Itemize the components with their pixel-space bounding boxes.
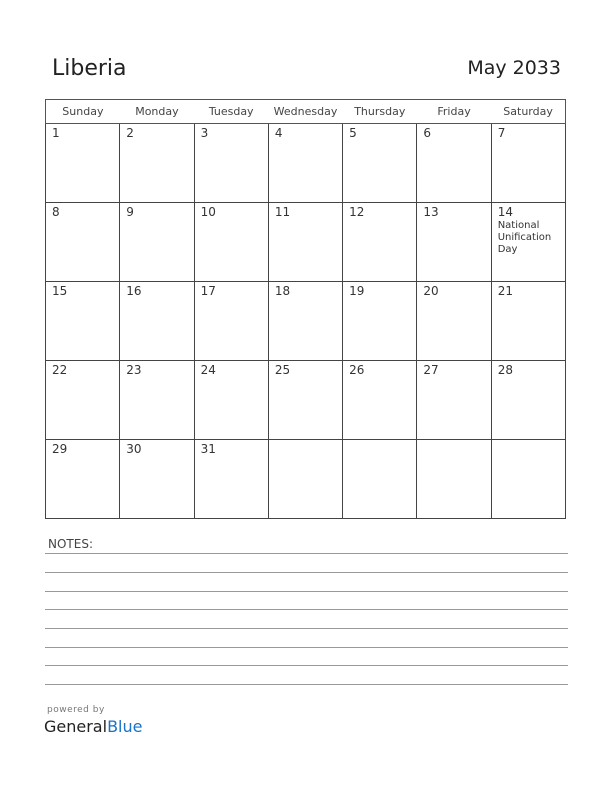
- day-cell: [268, 440, 342, 519]
- day-number: 5: [349, 126, 357, 140]
- day-cell: [46, 282, 120, 361]
- day-number: 28: [497, 363, 513, 377]
- weekday-tuesday: Tuesday: [194, 100, 268, 124]
- day-number: 19: [349, 284, 365, 298]
- notes-line: [45, 609, 568, 610]
- notes-line: [45, 591, 568, 592]
- weekday-thursday: Thursday: [343, 100, 417, 124]
- notes-line: [45, 553, 568, 554]
- day-number: 8: [52, 205, 60, 219]
- day-number: 21: [497, 284, 513, 298]
- weekday-header-row: [46, 100, 566, 124]
- day-cell: [194, 282, 268, 361]
- day-number: 4: [274, 126, 283, 140]
- day-cell: [417, 440, 491, 519]
- day-cell: [343, 203, 417, 282]
- day-number: 12: [349, 205, 365, 219]
- day-number: 11: [274, 205, 291, 219]
- day-cell: [491, 440, 565, 519]
- day-cell: [120, 282, 194, 361]
- calendar-grid: [45, 99, 566, 519]
- week-row: [46, 361, 566, 440]
- day-cell: [120, 203, 194, 282]
- holiday-label: National Unification Day: [497, 220, 552, 255]
- day-cell: [491, 203, 565, 282]
- day-number: 7: [497, 126, 506, 140]
- notes-line: [45, 647, 568, 648]
- day-cell: [417, 203, 491, 282]
- country-title: Liberia: [52, 56, 127, 81]
- day-number: 9: [126, 205, 134, 219]
- day-number: 25: [274, 363, 291, 377]
- month-year-title: May 2033: [467, 57, 561, 79]
- logo-blue: Blue: [107, 717, 143, 736]
- weekday-saturday: Saturday: [491, 100, 565, 124]
- weekday-friday: Friday: [417, 100, 491, 124]
- day-number: 17: [200, 284, 216, 298]
- week-row: [46, 440, 566, 519]
- weekday-wednesday: Wednesday: [268, 100, 342, 124]
- day-cell: [46, 361, 120, 440]
- day-number: 22: [52, 363, 68, 377]
- weekday-sunday: Sunday: [46, 100, 120, 124]
- generalblue-logo: [44, 717, 142, 736]
- day-cell: [120, 124, 194, 203]
- notes-line: [45, 665, 568, 666]
- day-number: 13: [423, 205, 439, 219]
- day-cell: [120, 440, 194, 519]
- day-cell: [46, 440, 120, 519]
- day-cell: [491, 124, 565, 203]
- day-number: 18: [274, 284, 291, 298]
- day-cell: [120, 361, 194, 440]
- day-cell: [417, 361, 491, 440]
- day-cell: [417, 124, 491, 203]
- notes-label: NOTES:: [48, 537, 93, 551]
- week-row: [46, 282, 566, 361]
- notes-line: [45, 684, 568, 685]
- day-cell: [194, 203, 268, 282]
- day-cell: [417, 282, 491, 361]
- day-cell: [343, 282, 417, 361]
- day-number: 2: [126, 126, 134, 140]
- day-number: 26: [349, 363, 365, 377]
- day-number: 3: [200, 126, 209, 140]
- week-row: [46, 124, 566, 203]
- notes-line: [45, 572, 568, 573]
- day-cell: [343, 440, 417, 519]
- notes-line: [45, 628, 568, 629]
- day-cell: [491, 361, 565, 440]
- day-cell: [268, 361, 342, 440]
- day-number: 1: [52, 126, 60, 140]
- day-number: 24: [200, 363, 216, 377]
- day-number: 30: [126, 442, 142, 456]
- day-number: 16: [126, 284, 142, 298]
- day-number: 6: [423, 126, 432, 140]
- day-number: 15: [52, 284, 68, 298]
- powered-by-text: powered by: [47, 705, 105, 715]
- day-number: 29: [52, 442, 68, 456]
- day-cell: [491, 282, 565, 361]
- day-cell: [194, 124, 268, 203]
- day-cell: [194, 440, 268, 519]
- weekday-monday: Monday: [120, 100, 194, 124]
- day-cell: [268, 203, 342, 282]
- day-cell: [46, 124, 120, 203]
- day-cell: [343, 361, 417, 440]
- day-cell: [268, 124, 342, 203]
- day-cell: [343, 124, 417, 203]
- day-number: 14: [497, 205, 513, 219]
- day-cell: [194, 361, 268, 440]
- week-row: [46, 203, 566, 282]
- day-number: 27: [423, 363, 439, 377]
- day-number: 23: [126, 363, 142, 377]
- day-cell: [268, 282, 342, 361]
- day-number: 10: [200, 205, 216, 219]
- logo-general: General: [44, 717, 108, 736]
- day-number: 31: [200, 442, 216, 456]
- day-number: 20: [423, 284, 439, 298]
- day-cell: [46, 203, 120, 282]
